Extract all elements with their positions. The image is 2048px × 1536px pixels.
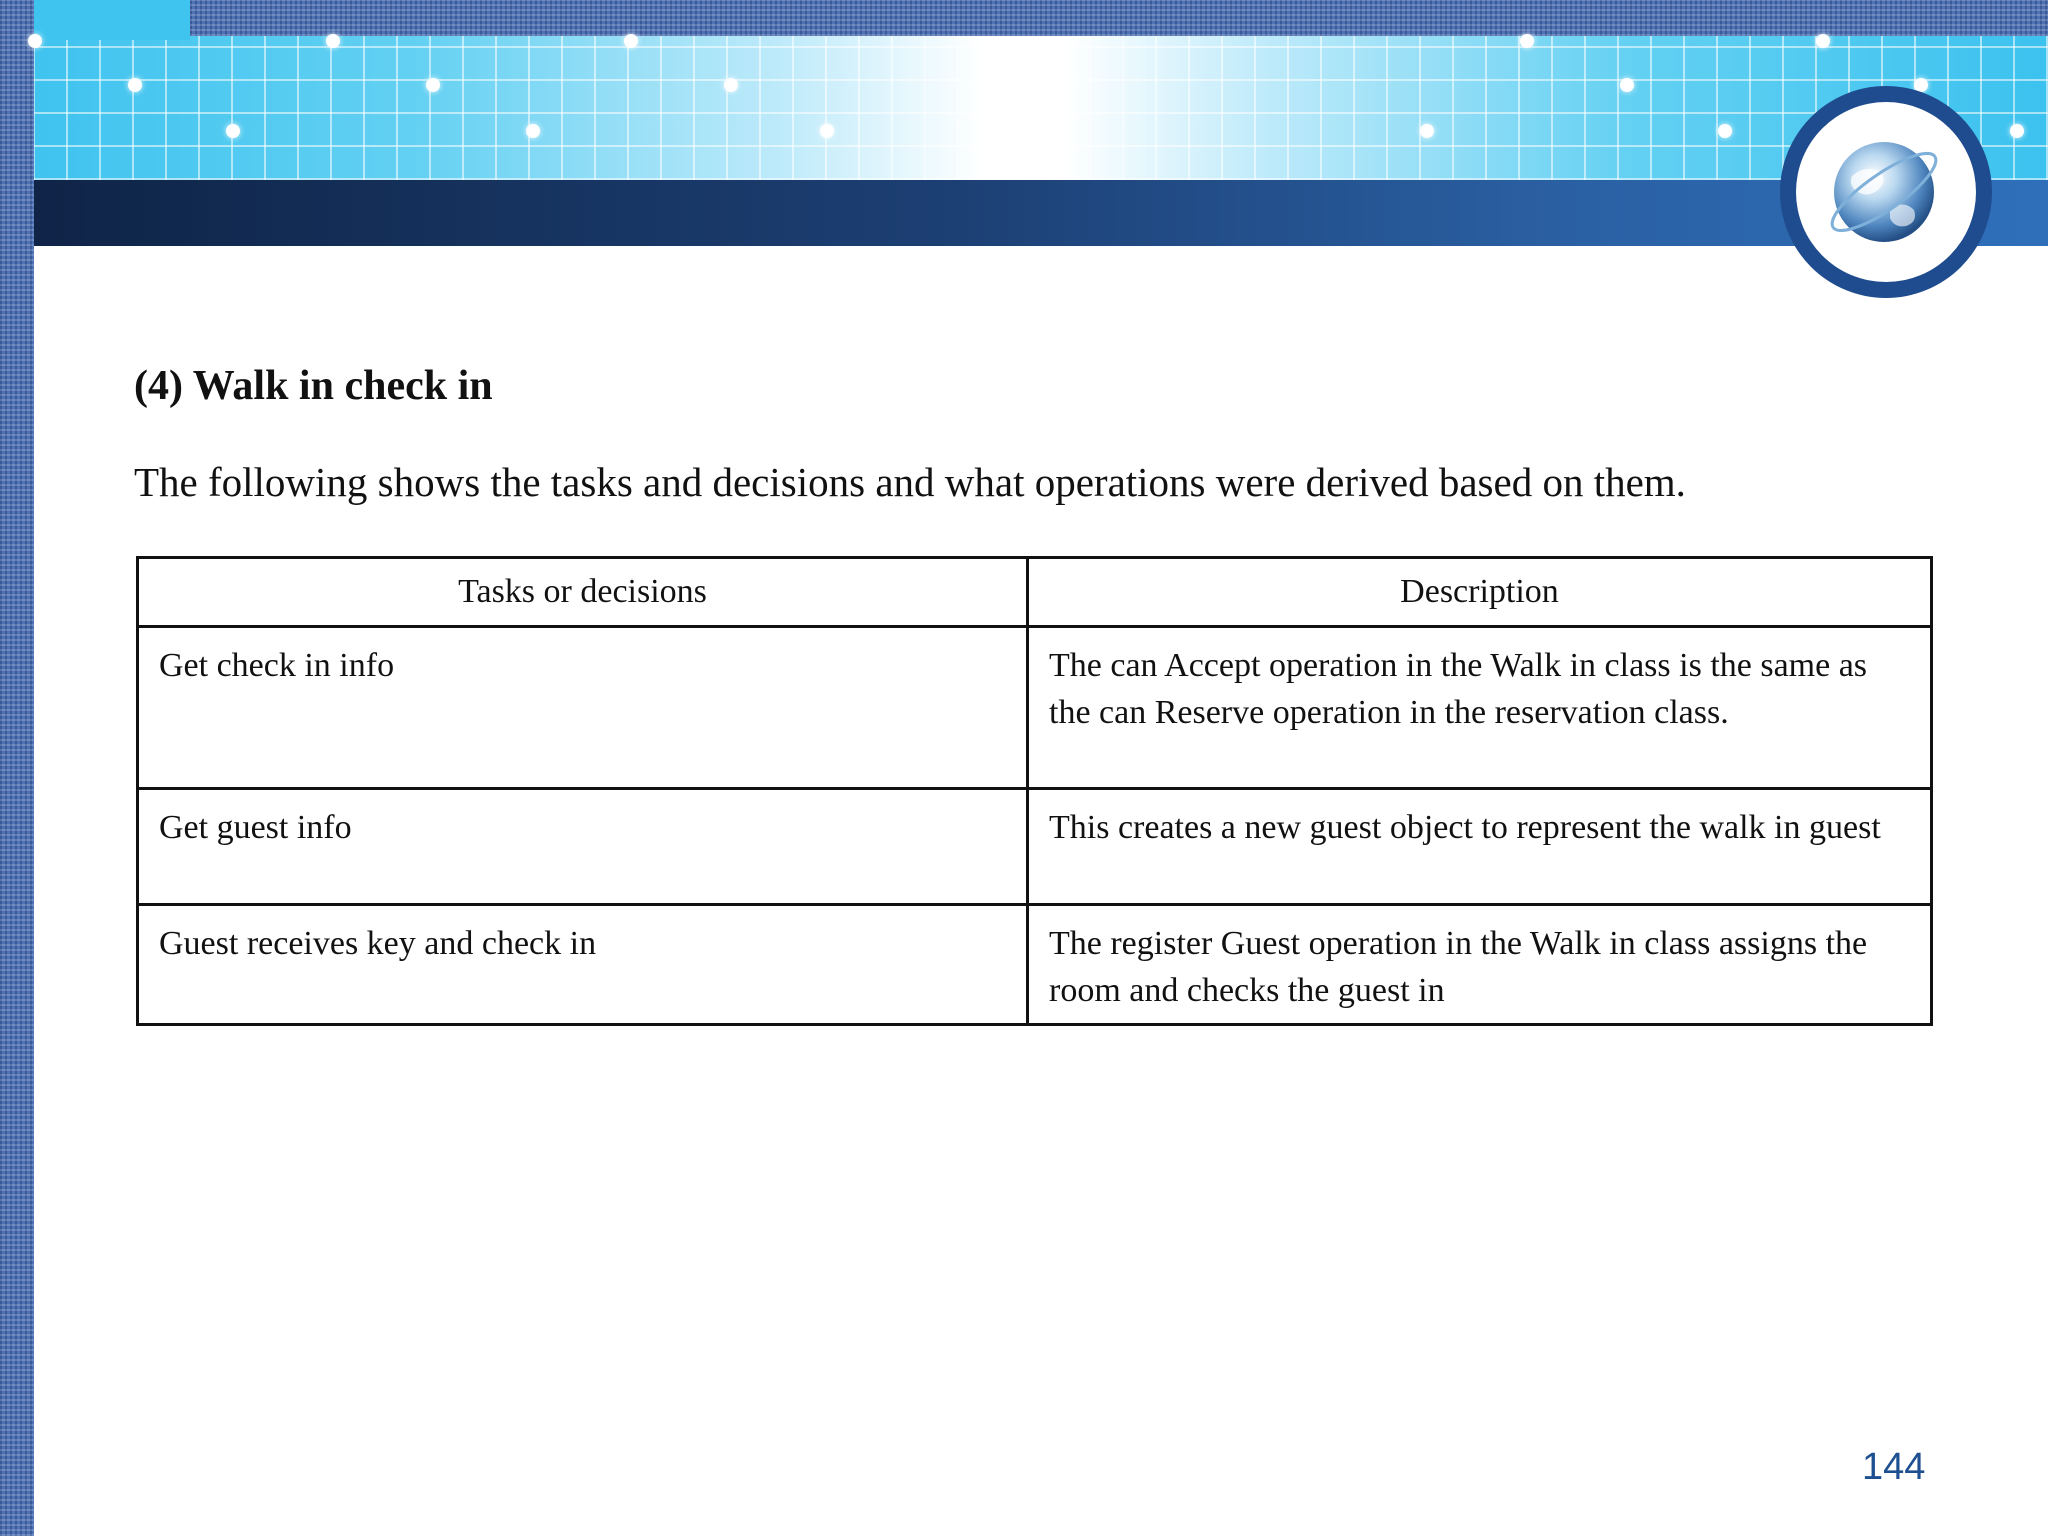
header-dot: [326, 34, 340, 48]
header-dot: [526, 124, 540, 138]
top-denim-strip: [0, 0, 2048, 36]
globe-icon: [1822, 124, 1952, 260]
table-row: [138, 627, 1932, 789]
table-row: [138, 789, 1932, 905]
header-dot: [1520, 34, 1534, 48]
header-dot: [724, 78, 738, 92]
description-cell: The register Guest operation in the Walk in class assigns the room and checks the guest in: [1028, 905, 1932, 1025]
header-dot: [128, 78, 142, 92]
header-dot: [624, 34, 638, 48]
table-row: [138, 905, 1932, 1025]
header-dot: [426, 78, 440, 92]
header-dot: [1816, 34, 1830, 48]
header-navy-bar: [34, 180, 2048, 246]
task-cell: Get check in info: [138, 627, 1028, 789]
operations-table: [136, 556, 1933, 1026]
header-dot: [2010, 124, 2024, 138]
task-cell: Get guest info: [138, 789, 1028, 905]
header-dot: [28, 34, 42, 48]
header-dot: [1718, 124, 1732, 138]
column-header-description: Description: [1028, 558, 1932, 627]
header-dot: [820, 124, 834, 138]
header-dot: [1420, 124, 1434, 138]
column-header-tasks: Tasks or decisions: [138, 558, 1028, 627]
slide-number: 144: [1862, 1446, 1926, 1488]
header-dot: [226, 124, 240, 138]
slide-heading: (4) Walk in check in: [134, 363, 493, 409]
description-cell: This creates a new guest object to represent the walk in guest: [1028, 789, 1932, 905]
task-cell: Guest receives key and check in: [138, 905, 1028, 1025]
left-denim-border: [0, 0, 34, 1536]
slide-intro-text: The following shows the tasks and decisions and what operations were derived based on them.: [134, 459, 1686, 505]
header-dot: [1620, 78, 1634, 92]
globe-badge: [1780, 86, 1992, 298]
description-cell: The can Accept operation in the Walk in class is the same as the can Reserve operation in the reservation class.: [1028, 627, 1932, 789]
table-header-row: [138, 558, 1932, 627]
